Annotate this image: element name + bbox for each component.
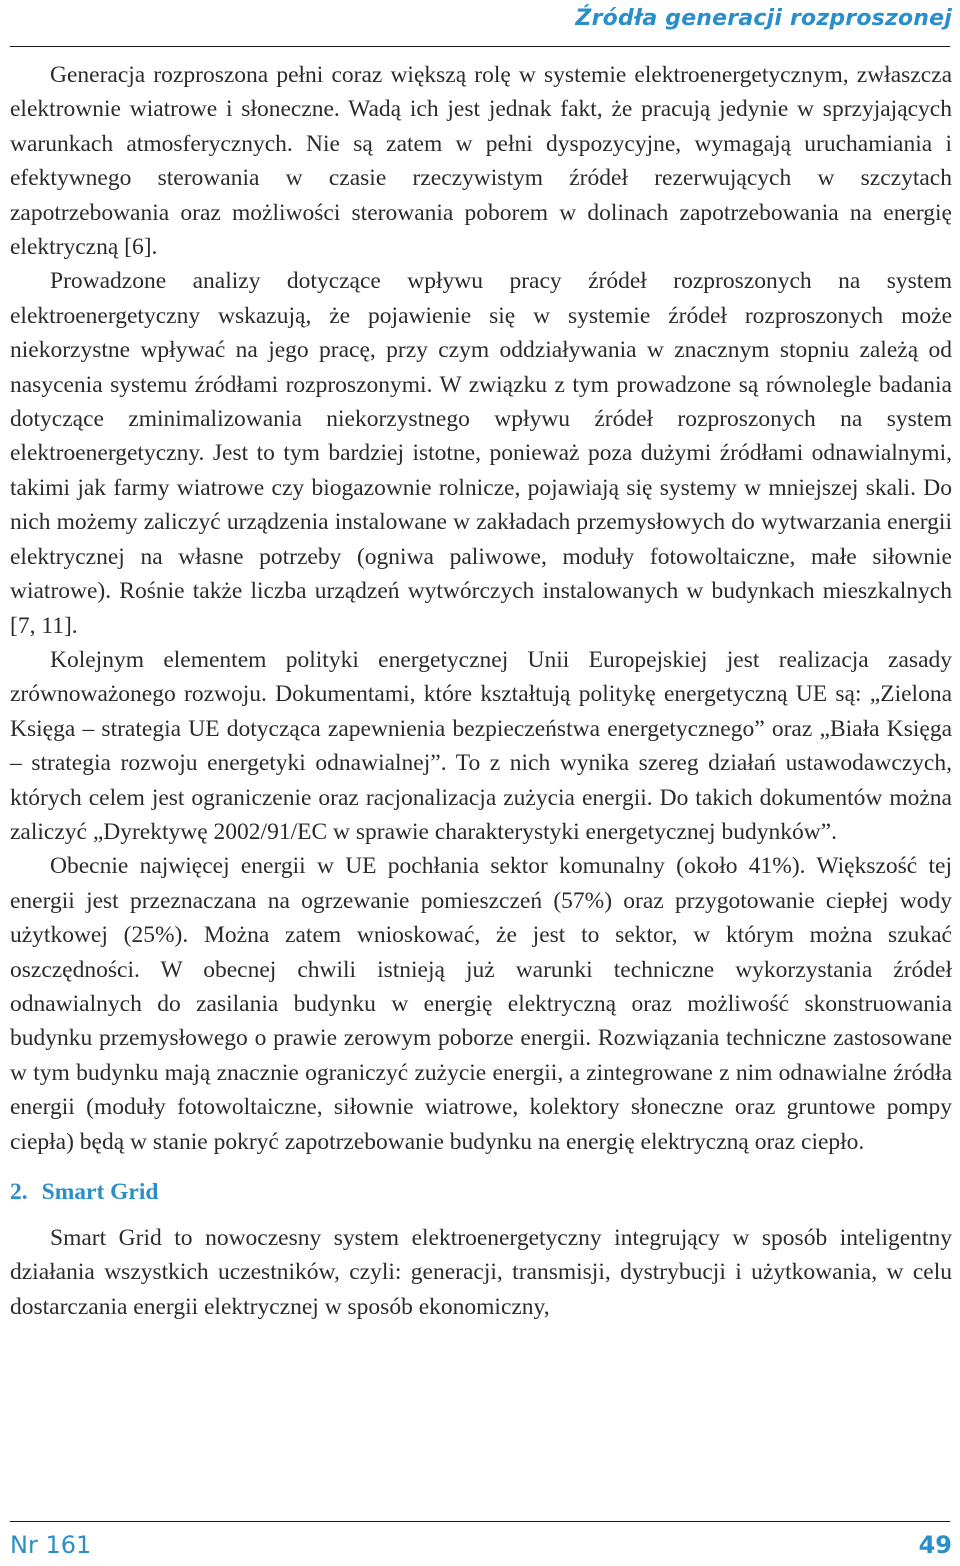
article-body (10, 58, 952, 1324)
issue-number: Nr 161 (10, 1531, 92, 1559)
running-header-title: Źródła generacji rozproszonej (575, 6, 952, 31)
paragraph-energy-consumption: Obecnie najwięcej energii w UE pochłania sektor komunalny (około 41%). Większość tej energii jest przeznaczana na ogrzewanie pomieszczeń (57%) oraz przygotowanie ciepłej wody użytkowej (25%). Można zatem wnioskować, że jest to sektor, w którym można szukać oszczędności. W obecnej chwili istnieją już warunki techniczne wykorzystania źródeł odnawialnych do zasilania budynku w energię elektryczną oraz możliwość skonstruowania budynku przemysłowego o prawie zerowym poborze energii. Rozwiązania techniczne zastosowane w tym budynku mają znacznie ograniczyć zużycie energii, a zintegrowane z nim odnawialne źródła energii (moduły fotowoltaiczne, siłownie wiatrowe, kolektory słoneczne oraz gruntowe pompy ciepła) będą w stanie pokryć zapotrzebowanie budynku na energię elektryczną oraz ciepło. (10, 853, 952, 1155)
section-heading (10, 1175, 952, 1209)
footer-divider (10, 1521, 950, 1522)
section-title: Smart Grid (41, 1179, 159, 1205)
page-number: 49 (918, 1531, 952, 1559)
paragraph-analyses: Prowadzone analizy dotyczące wpływu pracy źródeł rozproszonych na system elektroenergetyczny wskazują, że pojawienie się w systemie źródeł rozproszonych może niekorzystne wpływać na jego pracę, przy czym oddziaływania w znacznym stopniu zależą od nasycenia systemu źródłami rozproszonymi. W związku z tym prowadzone są równolegle badania dotyczące zminimalizowania niekorzystnego wpływu źródeł rozproszonych na system elektroenergetyczny. Jest to tym bardziej istotne, ponieważ poza dużymi źródłami odnawialnymi, takimi jak farmy wiatrowe czy biogazownie rolnicze, pojawiają się systemy w mniejszej skali. Do nich możemy zaliczyć urządzenia instalowane w zakładach przemysłowych do wytwarzania energii elektrycznej na własne potrzeby (ogniwa paliwowe, moduły fotowoltaiczne, małe siłownie wiatrowe). Rośnie także liczba urządzeń wytwórczych instalowanych w budynkach mieszkalnych [7, 11]. (10, 268, 952, 639)
header-divider (10, 46, 950, 47)
paragraph-eu-policy: Kolejnym elementem polityki energetycznej Unii Europejskiej jest realizacja zasady zrównoważonego rozwoju. Dokumentami, które kształtują politykę energetyczną UE są: „Zielona Księga – strategia UE dotycząca zapewnienia bezpieczeństwa energetycznego” oraz „Biała Księga – strategia rozwoju energetyki odnawialnej”. To z nich wynika szereg działań ustawodawczych, których celem jest ograniczenie oraz racjonalizacja zużycia energii. Do takich dokumentów można zaliczyć „Dyrektywę 2002/91/EC w sprawie charakterystyki energetycznej budynków”. (10, 646, 952, 845)
paragraph-distributed-generation: Generacja rozproszona pełni coraz większą rolę w systemie elektroenergetycznym, zwłaszcza elektrownie wiatrowe i słoneczne. Wadą ich jest jednak fakt, że pracują jedynie w sprzyjających warunkach atmosferycznych. Nie są zatem w pełni dyspozycyjne, wymagają uruchamiania i efektywnego sterowania w czasie rzeczywistym źródeł rezerwujących w szczytach zapotrzebowania oraz możliwości sterowania poborem w dolinach zapotrzebowania na energię elektryczną [6]. (10, 62, 952, 261)
paragraph-smart-grid: Smart Grid to nowoczesny system elektroenergetyczny integrujący w sposób inteligentny działania wszystkich uczestników, czyli: generacji, transmisji, dystrybucji i użytkowania, w celu dostarczania energii elektrycznej w sposób ekonomiczny, (10, 1225, 952, 1320)
section-number: 2. (10, 1179, 28, 1205)
